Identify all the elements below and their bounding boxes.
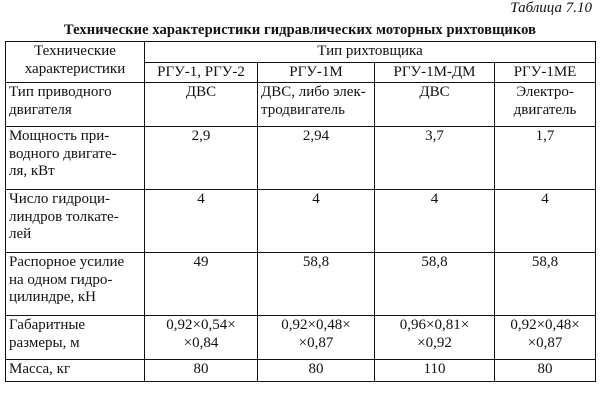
- column-header: РГУ-1М: [258, 62, 375, 83]
- table-cell: 80: [258, 360, 375, 382]
- table-cell: 0,92×0,48× ×0,87: [495, 316, 596, 360]
- table-row: [6, 83, 596, 127]
- column-header: РГУ-1МЕ: [495, 62, 596, 83]
- table-cell: 4: [258, 190, 375, 253]
- column-header: РГУ-1М-ДМ: [375, 62, 495, 83]
- row-label: Габаритные размеры, м: [6, 316, 145, 360]
- table-number: Таблица 7.10: [510, 0, 592, 16]
- table-cell: 0,92×0,54× ×0,84: [145, 316, 258, 360]
- table-cell: 4: [375, 190, 495, 253]
- table-cell: 4: [145, 190, 258, 253]
- table-cell: ДВС: [145, 83, 258, 127]
- column-header: РГУ-1, РГУ-2: [145, 62, 258, 83]
- row-label: Распорное усилие на одном гидро- цилиндре, кН: [6, 253, 145, 316]
- row-label: Число гидроци- линдров толкате- лей: [6, 190, 145, 253]
- table-row: [6, 190, 596, 253]
- group-header-cell: Тип рихтовщика: [145, 42, 596, 63]
- table-header-row: [6, 42, 596, 63]
- table-cell: 58,8: [375, 253, 495, 316]
- row-label: Мощность при- водного двигате- ля, кВт: [6, 127, 145, 190]
- table-cell: 0,96×0,81× ×0,92: [375, 316, 495, 360]
- table-cell: 3,7: [375, 127, 495, 190]
- table-cell: 110: [375, 360, 495, 382]
- table-row: [6, 253, 596, 316]
- table-cell: 58,8: [495, 253, 596, 316]
- table-cell: 49: [145, 253, 258, 316]
- spec-table: [5, 41, 596, 382]
- table-cell: 4: [495, 190, 596, 253]
- table-caption: Технические характеристики гидравлических моторных рихтовщиков: [63, 22, 537, 38]
- row-label: Тип приводного двигателя: [6, 83, 145, 127]
- table-cell: 0,92×0,48× ×0,87: [258, 316, 375, 360]
- table-cell: 1,7: [495, 127, 596, 190]
- corner-header-cell: Технические характеристики: [6, 42, 145, 83]
- table-cell: 2,94: [258, 127, 375, 190]
- table-row: [6, 360, 596, 382]
- table-cell: 2,9: [145, 127, 258, 190]
- table-cell: 58,8: [258, 253, 375, 316]
- table-row: [6, 316, 596, 360]
- table-cell: Электро- двигатель: [495, 83, 596, 127]
- table-cell: ДВС: [375, 83, 495, 127]
- row-label: Масса, кг: [6, 360, 145, 382]
- table-cell: 80: [495, 360, 596, 382]
- table-cell: ДВС, либо элек- тродвигатель: [258, 83, 375, 127]
- table-cell: 80: [145, 360, 258, 382]
- table-row: [6, 127, 596, 190]
